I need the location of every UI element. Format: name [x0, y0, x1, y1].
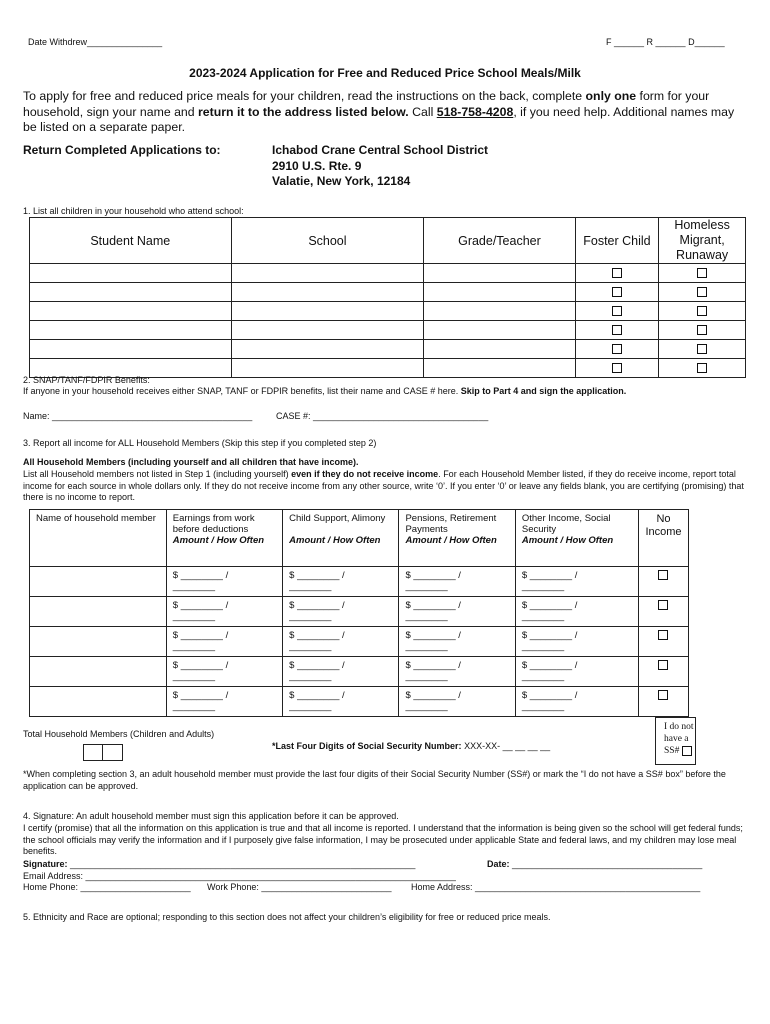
col-student-name: Student Name [30, 218, 232, 264]
foster-child-checkbox[interactable] [612, 268, 622, 278]
snap-name-field[interactable]: Name: ________________________________________ [23, 411, 253, 421]
homeless-checkbox[interactable] [697, 306, 707, 316]
pensions-cell[interactable]: $ ________ / ________ [399, 627, 515, 657]
return-label: Return Completed Applications to: [23, 143, 221, 157]
member-name-cell[interactable] [30, 657, 167, 687]
no-income-checkbox[interactable] [658, 570, 668, 580]
no-income-cell [638, 687, 688, 717]
date-withdrew: Date Withdrew_______________ [28, 37, 163, 47]
income-row [30, 687, 689, 717]
work-phone-field[interactable]: Work Phone: __________________________ [207, 882, 392, 892]
foster-child-cell [575, 264, 659, 283]
step4-label: 4. Signature: An adult household member must sign this application before it can be approved. [23, 811, 399, 821]
col-no-income: No Income [638, 510, 688, 567]
child-support-cell[interactable]: $ ________ / ________ [283, 657, 399, 687]
foster-child-cell [575, 359, 659, 378]
grade-teacher-cell[interactable] [424, 264, 575, 283]
no-income-cell [638, 627, 688, 657]
homeless-checkbox[interactable] [697, 344, 707, 354]
other-income-cell[interactable]: $ ________ / ________ [515, 627, 638, 657]
child-row [30, 283, 746, 302]
foster-child-cell [575, 302, 659, 321]
foster-child-checkbox[interactable] [612, 344, 622, 354]
income-table [29, 509, 689, 717]
return-address: Ichabod Crane Central School District 2910 U.S. Rte. 9 Valatie, New York, 12184 [272, 143, 489, 188]
other-income-cell[interactable]: $ ________ / ________ [515, 597, 638, 627]
child-support-cell[interactable]: $ ________ / ________ [283, 597, 399, 627]
col-earnings: Earnings from work before deductions Amount / How Often [166, 510, 282, 567]
grade-teacher-cell[interactable] [424, 321, 575, 340]
member-name-cell[interactable] [30, 627, 167, 657]
school-cell[interactable] [231, 264, 424, 283]
intro-paragraph: To apply for free and reduced price meals for your children, read the instructions on the back, complete only one form for your household, sign your name and return it to the address listed below. Call 518-758-4208, if you need help. Additional names may be listed on a separate paper. [23, 89, 735, 134]
grade-teacher-cell[interactable] [424, 359, 575, 378]
homeless-cell [659, 283, 746, 302]
col-pensions: Pensions, Retirement Payments Amount / How Often [399, 510, 515, 567]
page-title: 2023-2024 Application for Free and Reduced Price School Meals/Milk [189, 66, 581, 80]
foster-child-checkbox[interactable] [612, 363, 622, 373]
income-row [30, 597, 689, 627]
step3-label: 3. Report all income for ALL Household Members (Skip this step if you completed step 2) [23, 438, 377, 448]
homeless-cell [659, 359, 746, 378]
homeless-checkbox[interactable] [697, 363, 707, 373]
step3-instructions: List all Household members not listed in Step 1 (including yourself) even if they do not receive income. For each Household Member listed, if they do receive income, report total income for each source in whole dollars only. If they do not receive income from any other source, write ‘0’. If you enter ‘0’ or leave any fields blank, you are certifying (promising) that there is no income to report. [23, 469, 744, 502]
homeless-checkbox[interactable] [697, 268, 707, 278]
no-income-cell [638, 597, 688, 627]
homeless-cell [659, 264, 746, 283]
col-foster-child: Foster Child [575, 218, 659, 264]
no-income-cell [638, 657, 688, 687]
foster-child-checkbox[interactable] [612, 306, 622, 316]
total-members-label: Total Household Members (Children and Adults) [23, 729, 215, 739]
col-grade-teacher: Grade/Teacher [424, 218, 575, 264]
student-name-cell[interactable] [30, 321, 232, 340]
student-name-cell[interactable] [30, 302, 232, 321]
child-row [30, 302, 746, 321]
income-row [30, 627, 689, 657]
child-row [30, 321, 746, 340]
earnings-cell[interactable]: $ ________ / ________ [166, 597, 282, 627]
no-income-checkbox[interactable] [658, 600, 668, 610]
step4-certify: I certify (promise) that all the information on this application is true and that all income is reported. I understand that the information is being given so the school will get federal funds; the school officials may verify the information and if I purposely give false information, I may be prosecuted under applicable State and federal laws, and my children may lose meal benefits. [23, 823, 743, 856]
date-field[interactable]: Date: ______________________________________ [487, 859, 703, 869]
grade-teacher-cell[interactable] [424, 340, 575, 359]
no-income-checkbox[interactable] [658, 630, 668, 640]
earnings-cell[interactable]: $ ________ / ________ [166, 567, 282, 597]
col-household-member: Name of household member [30, 510, 167, 567]
other-income-cell[interactable]: $ ________ / ________ [515, 687, 638, 717]
member-name-cell[interactable] [30, 597, 167, 627]
earnings-cell[interactable]: $ ________ / ________ [166, 627, 282, 657]
signature-field[interactable]: Signature: _____________________________________________________________________ [23, 859, 416, 869]
total-members-box[interactable] [83, 744, 123, 761]
income-row [30, 567, 689, 597]
foster-child-cell [575, 321, 659, 340]
help-phone: 518-758-4208 [436, 104, 514, 119]
homeless-cell [659, 340, 746, 359]
col-child-support: Child Support, Alimony Amount / How Often [283, 510, 399, 567]
frd-codes: F ______ R ______ D______ [606, 37, 725, 47]
no-ssn-checkbox[interactable] [682, 746, 692, 756]
grade-teacher-cell[interactable] [424, 283, 575, 302]
earnings-cell[interactable]: $ ________ / ________ [166, 687, 282, 717]
school-cell[interactable] [231, 340, 424, 359]
child-support-cell[interactable]: $ ________ / ________ [283, 627, 399, 657]
homeless-cell [659, 321, 746, 340]
col-school: School [231, 218, 424, 264]
no-ssn-box[interactable]: I do not have a SS# [655, 717, 696, 765]
no-income-checkbox[interactable] [658, 690, 668, 700]
school-cell[interactable] [231, 321, 424, 340]
student-name-cell[interactable] [30, 264, 232, 283]
homeless-checkbox[interactable] [697, 287, 707, 297]
step5-text: 5. Ethnicity and Race are optional; responding to this section does not affect your children’s eligibility for free or reduced price meals. [23, 912, 551, 922]
ssn-note: *When completing section 3, an adult household member must provide the last four digits of their Social Security Number (SS#) or mark the “I do not have a SS# box” before the application can be approved. [23, 769, 726, 791]
col-homeless: Homeless Migrant, Runaway [659, 218, 746, 264]
no-income-checkbox[interactable] [658, 660, 668, 670]
homeless-cell [659, 302, 746, 321]
pensions-cell[interactable]: $ ________ / ________ [399, 597, 515, 627]
email-field[interactable]: Email Address: __________________________________________________________________________ [23, 871, 456, 881]
student-name-cell[interactable] [30, 283, 232, 302]
school-cell[interactable] [231, 283, 424, 302]
foster-child-checkbox[interactable] [612, 287, 622, 297]
foster-child-cell [575, 283, 659, 302]
pensions-cell[interactable]: $ ________ / ________ [399, 687, 515, 717]
step3-heading: All Household Members (including yourself and all children that have income). [23, 457, 359, 467]
earnings-cell[interactable]: $ ________ / ________ [166, 657, 282, 687]
foster-child-cell [575, 340, 659, 359]
grade-teacher-cell[interactable] [424, 302, 575, 321]
child-row [30, 264, 746, 283]
school-cell[interactable] [231, 359, 424, 378]
pensions-cell[interactable]: $ ________ / ________ [399, 657, 515, 687]
child-row [30, 340, 746, 359]
income-row [30, 657, 689, 687]
school-cell[interactable] [231, 302, 424, 321]
homeless-checkbox[interactable] [697, 325, 707, 335]
member-name-cell[interactable] [30, 567, 167, 597]
other-income-cell[interactable]: $ ________ / ________ [515, 567, 638, 597]
home-address-field[interactable]: Home Address: _____________________________________________ [411, 882, 701, 892]
ssn-field[interactable]: *Last Four Digits of Social Security Number: XXX-XX- __ __ __ __ [272, 741, 551, 751]
snap-case-field[interactable]: CASE #: ___________________________________ [276, 411, 489, 421]
foster-child-checkbox[interactable] [612, 325, 622, 335]
children-table [29, 217, 746, 378]
student-name-cell[interactable] [30, 340, 232, 359]
step2-text: If anyone in your household receives either SNAP, TANF or FDPIR benefits, list their name and CASE # here. Skip to Part 4 and sign the application. [23, 386, 627, 396]
col-other-income: Other Income, Social Security Amount / How Often [515, 510, 638, 567]
child-support-cell[interactable]: $ ________ / ________ [283, 687, 399, 717]
step1-label: 1. List all children in your household who attend school: [23, 206, 244, 216]
home-phone-field[interactable]: Home Phone: ______________________ [23, 882, 191, 892]
pensions-cell[interactable]: $ ________ / ________ [399, 567, 515, 597]
step2-label: 2. SNAP/TANF/FDPIR Benefits: [23, 375, 150, 385]
other-income-cell[interactable]: $ ________ / ________ [515, 657, 638, 687]
no-income-cell [638, 567, 688, 597]
child-support-cell[interactable]: $ ________ / ________ [283, 567, 399, 597]
member-name-cell[interactable] [30, 687, 167, 717]
